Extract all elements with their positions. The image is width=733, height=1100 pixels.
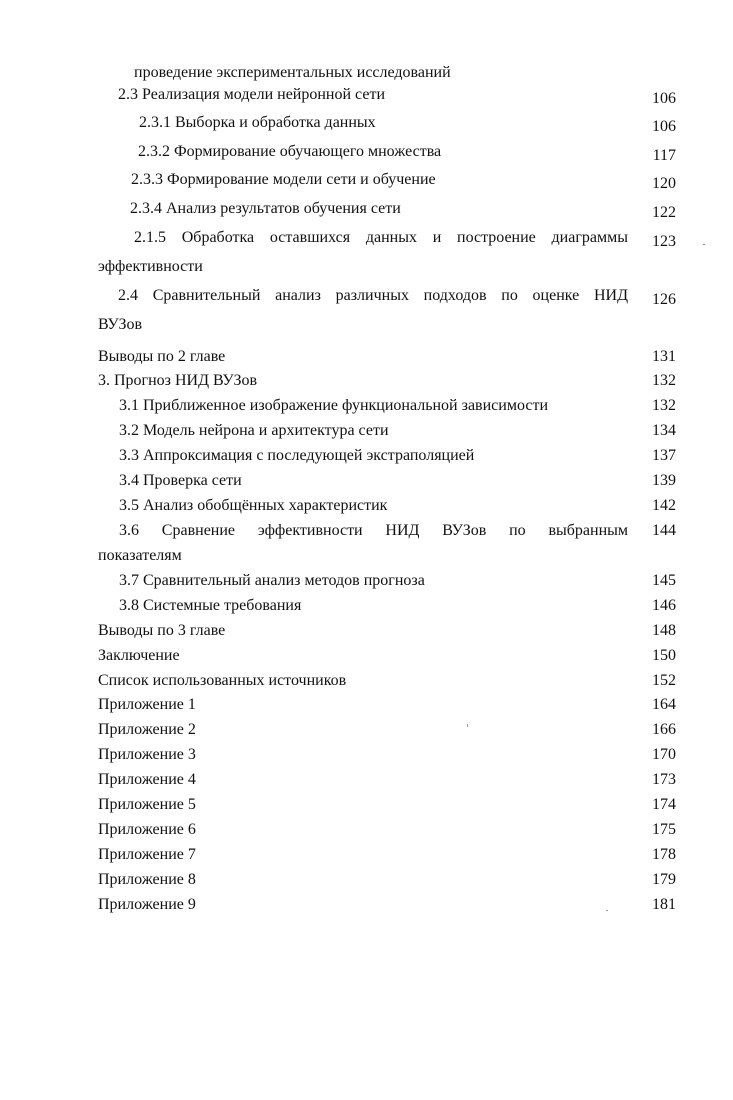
- toc-entry-page: 123: [652, 233, 676, 250]
- toc-entry-continuation: показателям: [98, 547, 182, 564]
- toc-entry-text: 3.8 Системные требования: [119, 597, 302, 614]
- toc-entry-text: Приложение 3: [98, 746, 196, 763]
- toc-entry-page: 179: [652, 871, 676, 888]
- toc-entry-page: 164: [652, 696, 676, 713]
- toc-entry-text: Приложение 9: [98, 896, 196, 913]
- toc-entry-page: 132: [652, 397, 676, 414]
- toc-entry-page: 145: [652, 572, 676, 589]
- toc-entry-page: 175: [652, 821, 676, 838]
- toc-entry-text: 3.1 Приближенное изображение функциональной зависимости: [119, 397, 548, 414]
- toc-entry-page: 181: [652, 896, 676, 913]
- toc-entry-text: Список использованных источников: [98, 672, 347, 689]
- toc-entry-page: 173: [652, 771, 676, 788]
- toc-entry-text: 3.4 Проверка сети: [119, 472, 242, 489]
- toc-entry-page: 132: [652, 372, 676, 389]
- toc-entry-page: 170: [652, 746, 676, 763]
- toc-entry-page: 137: [652, 447, 676, 464]
- toc-entry-text: 3.3 Аппроксимация с последующей экстраполяцией: [119, 447, 475, 464]
- toc-entry-text: Приложение 6: [98, 821, 196, 838]
- toc-entry-text: 3.6 Сравнение эффективности НИД ВУЗов по выбранным: [119, 522, 628, 539]
- toc-entry-text: Выводы по 3 главе: [98, 622, 226, 639]
- toc-entry-page: 134: [652, 422, 676, 439]
- toc-entry-page: 150: [652, 647, 676, 664]
- toc-entry-text: 2.1.5 Обработка оставшихся данных и построение диаграммы: [134, 229, 628, 246]
- toc-entry-page: 120: [652, 175, 676, 192]
- toc-entry-page: 178: [652, 846, 676, 863]
- toc-entry-page: 142: [652, 497, 676, 514]
- scan-speck: [703, 244, 705, 245]
- toc-entry-text: Приложение 8: [98, 871, 196, 888]
- toc-entry-text: Выводы по 2 главе: [98, 348, 226, 365]
- scan-speck: [467, 724, 468, 727]
- toc-entry-page: 131: [652, 348, 676, 365]
- toc-entry-page: 117: [652, 147, 676, 164]
- toc-entry-page: 106: [652, 90, 676, 107]
- toc-entry-text: 2.3.2 Формирование обучающего множества: [138, 143, 442, 160]
- toc-entry-continuation: ВУЗов: [98, 316, 143, 333]
- toc-entry-text: Приложение 1: [98, 696, 196, 713]
- toc-entry-text: 2.3.3 Формирование модели сети и обучение: [131, 171, 436, 188]
- toc-entry-page: 148: [652, 622, 676, 639]
- toc-entry-page: 152: [652, 672, 676, 689]
- toc-entry-page: 146: [652, 597, 676, 614]
- toc-entry-text: 2.3.4 Анализ результатов обучения сети: [130, 200, 401, 217]
- toc-entry-text: Приложение 4: [98, 771, 196, 788]
- toc-entry-page: 139: [652, 472, 676, 489]
- toc-entry-page: 174: [652, 796, 676, 813]
- toc-entry-text: Приложение 5: [98, 796, 196, 813]
- toc-entry-page: 126: [652, 291, 676, 308]
- scan-speck: [606, 910, 608, 911]
- toc-entry-page: 106: [652, 118, 676, 135]
- toc-entry-text: 2.3 Реализация модели нейронной сети: [118, 86, 385, 103]
- toc-entry-text: 3.2 Модель нейрона и архитектура сети: [119, 422, 389, 439]
- toc-entry-continuation: эффективности: [98, 258, 203, 275]
- toc-entry-text: 3. Прогноз НИД ВУЗов: [98, 372, 258, 389]
- toc-entry-text: 2.4 Сравнительный анализ различных подходов по оценке НИД: [118, 287, 628, 304]
- toc-entry-text: 3.5 Анализ обобщённых характеристик: [119, 497, 388, 514]
- toc-entry-text: Приложение 7: [98, 846, 196, 863]
- toc-entry-page: 144: [652, 522, 676, 539]
- toc-entry-text: 2.3.1 Выборка и обработка данных: [139, 114, 376, 131]
- toc-entry-page: 166: [652, 721, 676, 738]
- toc-entry-page: 122: [652, 204, 676, 221]
- toc-entry-text: проведение экспериментальных исследований: [134, 64, 451, 81]
- toc-entry-text: 3.7 Сравнительный анализ методов прогноза: [119, 572, 425, 589]
- toc-entry-text: Приложение 2: [98, 721, 196, 738]
- toc-entry-text: Заключение: [98, 647, 180, 664]
